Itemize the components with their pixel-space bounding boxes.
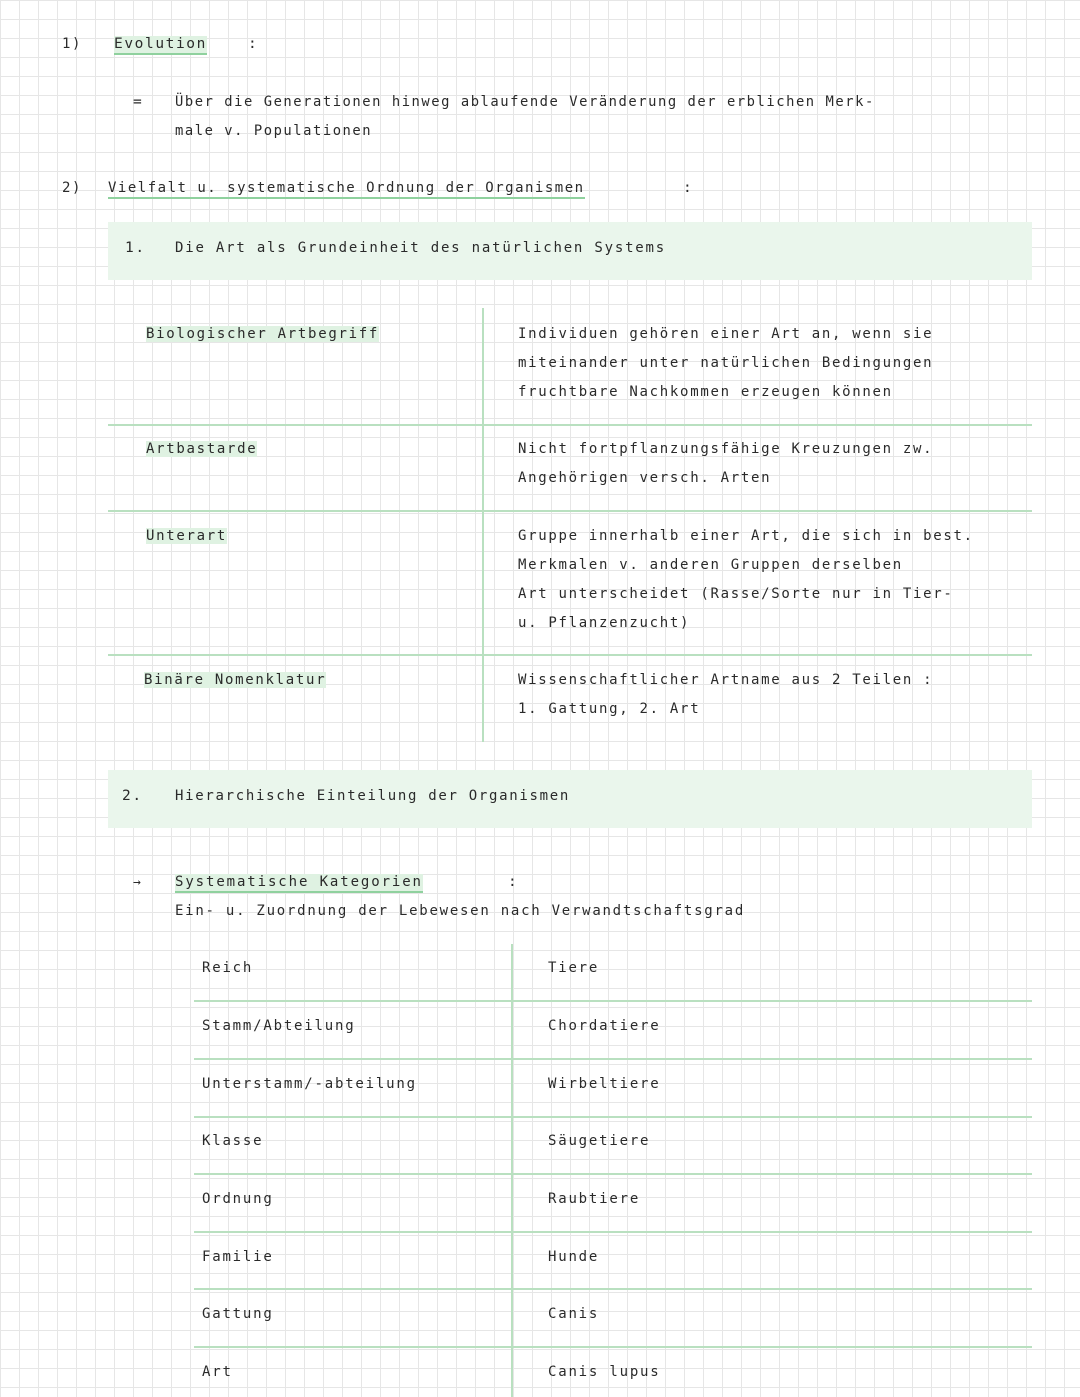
section-1-equals: = bbox=[133, 94, 144, 110]
category-example: Wirbeltiere bbox=[548, 1076, 661, 1092]
definition-term: Unterart bbox=[146, 528, 228, 544]
arrow-icon: → bbox=[133, 875, 143, 890]
categories-table-rule bbox=[194, 1173, 1032, 1175]
categories-table-rule bbox=[194, 1116, 1032, 1118]
definition-line: Gruppe innerhalb einer Art, die sich in best. bbox=[518, 528, 974, 544]
definition-text-cell bbox=[518, 666, 933, 724]
definition-term-cell bbox=[146, 522, 227, 551]
section-2-number: 2) bbox=[62, 180, 83, 196]
category-example: Canis bbox=[548, 1306, 600, 1322]
category-rank: Stamm/Abteilung bbox=[202, 1018, 356, 1034]
evolution-definition-line-1: Über die Generationen hinweg ablaufende Veränderung der erblichen Merk- bbox=[175, 94, 875, 110]
category-example: Canis lupus bbox=[548, 1364, 661, 1380]
evolution-definition-line-2: male v. Populationen bbox=[175, 123, 373, 139]
definition-term: Artbastarde bbox=[146, 441, 258, 457]
definition-line: Nicht fortpflanzungsfähige Kreuzungen zw. bbox=[518, 441, 934, 457]
category-rank: Reich bbox=[202, 960, 254, 976]
category-example: Hunde bbox=[548, 1249, 600, 1265]
section-1-number: 1) bbox=[62, 36, 83, 52]
category-example: Chordatiere bbox=[548, 1018, 661, 1034]
subsection-1-title: Die Art als Grundeinheit des natürlichen Systems bbox=[175, 240, 666, 256]
categories-title-text: Systematische Kategorien bbox=[175, 874, 423, 893]
categories-table-rule bbox=[194, 1231, 1032, 1233]
definition-line: 1. Gattung, 2. Art bbox=[518, 701, 701, 717]
categories-description: Ein- u. Zuordnung der Lebewesen nach Verwandtschaftsgrad bbox=[175, 903, 746, 919]
definition-text-cell bbox=[518, 435, 933, 493]
definition-line: Merkmalen v. anderen Gruppen derselben bbox=[518, 557, 903, 573]
definition-text-cell bbox=[518, 320, 933, 407]
definitions-table-rule bbox=[108, 654, 1032, 656]
categories-table-rule bbox=[194, 1346, 1032, 1348]
category-example: Säugetiere bbox=[548, 1133, 651, 1149]
section-2-title bbox=[108, 174, 585, 203]
definition-line: Wissenschaftlicher Artname aus 2 Teilen : bbox=[518, 672, 934, 688]
subsection-2-title: Hierarchische Einteilung der Organismen bbox=[175, 788, 571, 804]
categories-table-rule bbox=[194, 1000, 1032, 1002]
category-example: Tiere bbox=[548, 960, 600, 976]
category-example: Raubtiere bbox=[548, 1191, 641, 1207]
definition-line: u. Pflanzenzucht) bbox=[518, 615, 691, 631]
categories-colon: : bbox=[508, 874, 519, 890]
definition-line: fruchtbare Nachkommen erzeugen können bbox=[518, 384, 893, 400]
categories-title bbox=[175, 868, 423, 897]
categories-table-rule bbox=[194, 1058, 1032, 1060]
categories-table-rule bbox=[194, 1288, 1032, 1290]
definition-term-cell bbox=[146, 435, 257, 464]
section-1-title-text: Evolution bbox=[114, 36, 207, 55]
category-rank: Art bbox=[202, 1364, 233, 1380]
categories-table-divider bbox=[511, 944, 513, 1397]
definition-term-cell bbox=[144, 666, 326, 695]
definition-line: Individuen gehören einer Art an, wenn sie bbox=[518, 326, 934, 342]
subsection-2-number: 2. bbox=[122, 788, 143, 804]
definition-line: Art unterscheidet (Rasse/Sorte nur in Tier- bbox=[518, 586, 954, 602]
definitions-table-divider bbox=[482, 308, 484, 742]
category-rank: Ordnung bbox=[202, 1191, 274, 1207]
category-rank: Unterstamm/-abteilung bbox=[202, 1076, 417, 1092]
definitions-table-rule bbox=[108, 424, 1032, 426]
definitions-table-rule bbox=[108, 510, 1032, 512]
category-rank: Gattung bbox=[202, 1306, 274, 1322]
category-rank: Familie bbox=[202, 1249, 274, 1265]
subsection-1-number: 1. bbox=[125, 240, 146, 256]
definition-term-cell bbox=[146, 320, 379, 349]
section-1-title bbox=[114, 30, 207, 59]
definition-line: miteinander unter natürlichen Bedingungen bbox=[518, 355, 934, 371]
definition-text-cell bbox=[518, 522, 974, 638]
section-2-colon: : bbox=[683, 180, 694, 196]
definition-term: Biologischer Artbegriff bbox=[146, 326, 379, 342]
definition-term: Binäre Nomenklatur bbox=[144, 672, 327, 688]
section-1-colon: : bbox=[248, 36, 259, 52]
section-2-title-text: Vielfalt u. systematische Ordnung der Organismen bbox=[108, 180, 585, 199]
definition-line: Angehörigen versch. Arten bbox=[518, 470, 772, 486]
category-rank: Klasse bbox=[202, 1133, 264, 1149]
